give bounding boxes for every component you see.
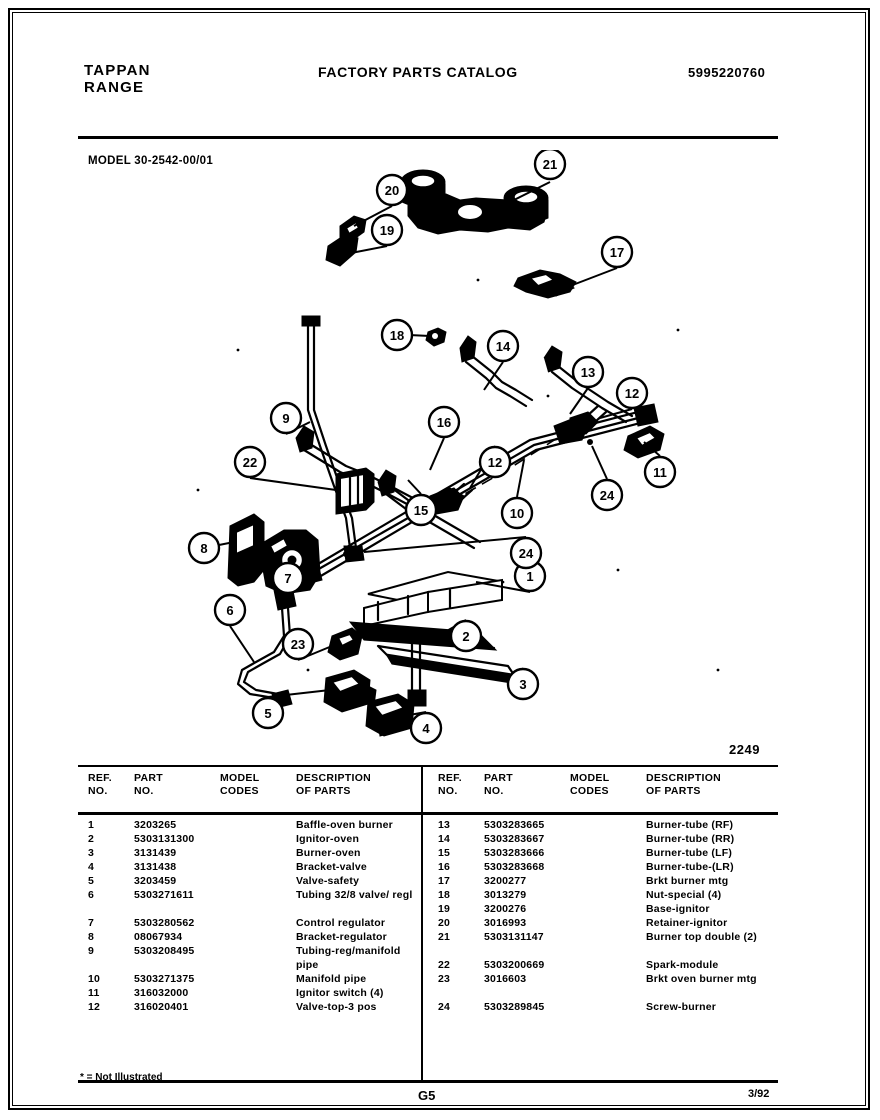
cell-description: Nut-special (4) [646,889,722,901]
callout-23[interactable] [283,629,313,659]
table-header-right [432,772,772,812]
cell-part-no: 3016993 [484,917,527,929]
table-row[interactable] [432,818,772,832]
callout-label-24: 24 [599,488,615,503]
callout-label-18: 18 [389,328,405,343]
callout-label-16: 16 [436,415,452,430]
callout-label-11: 11 [653,465,667,480]
callout-5[interactable] [253,698,283,728]
table-row[interactable] [82,860,422,874]
cell-description: Burner top double (2) [646,931,757,943]
cell-ref-no: 23 [438,973,451,985]
callout-11[interactable] [645,457,675,487]
callout-8[interactable] [189,533,219,563]
column-header-part-line2-2: NO. [484,784,504,797]
cell-part-no: 5303283666 [484,847,545,859]
brand-line-1: TAPPAN [84,62,151,79]
callout-10[interactable] [502,498,532,528]
callout-3[interactable] [508,669,538,699]
cell-ref-no: 4 [88,861,95,873]
parts-table-right [432,772,772,1078]
cell-description: Tubing 32/8 valve/ regl [296,889,413,901]
cell-ref-no: 16 [438,861,451,873]
callout-label-2: 2 [462,629,470,644]
callout-label-7: 7 [284,571,292,586]
cell-description: Ignitor switch (4) [296,987,384,999]
cell-part-no: 5303283667 [484,833,545,845]
callout-19[interactable] [372,215,402,245]
cell-part-no: 3131439 [134,847,177,859]
callout-label-5: 5 [264,706,272,721]
column-header-description [296,772,426,797]
cell-part-no: 5303283665 [484,819,545,831]
callout-label-9: 9 [282,411,290,426]
column-header-part-no-2 [484,772,564,797]
cell-ref-no: 9 [88,945,95,957]
callout-6[interactable] [215,595,245,625]
table-row[interactable] [432,1000,772,1014]
table-row[interactable] [82,874,422,888]
cell-part-no: 3203459 [134,875,177,887]
cell-ref-no: 22 [438,959,451,971]
table-row[interactable] [432,874,772,888]
cell-ref-no: 14 [438,833,451,845]
callout-label-21: 21 [542,157,558,172]
column-header-model-line2: CODES [220,784,259,797]
cell-part-no: 5303271611 [134,889,194,901]
cell-description: Brkt oven burner mtg [646,973,757,985]
cell-part-no: 5303131300 [134,833,195,845]
cell-ref-no: 2 [88,833,95,845]
cell-description: Brkt burner mtg [646,875,729,887]
cell-description: Spark-module [646,959,719,971]
cell-description: Burner-oven [296,847,361,859]
callout-7[interactable] [273,563,303,593]
cell-description: Ignitor-oven [296,833,360,845]
cell-description: Burner-tube (LF) [646,847,733,859]
brkt-oven-burner-mtg-part [328,628,362,660]
callout-22[interactable] [235,447,265,477]
baffle-oven-burner-part [364,572,504,626]
valve-top-3-pos-left [436,484,472,510]
table-row[interactable] [432,846,772,860]
bracket-regulator-part [228,514,264,586]
column-header-model-codes [220,772,282,797]
callout-label-3: 3 [519,677,527,692]
callout-24b[interactable] [511,538,541,568]
cell-ref-no: 10 [88,973,101,985]
valve-top-3-pos-right [570,406,606,434]
table-row[interactable] [82,916,422,930]
table-row[interactable] [82,930,422,944]
callout-label-15: 15 [413,503,429,518]
screw-burner-marks [343,439,593,557]
cell-part-no: 316020401 [134,1001,189,1013]
burner-oven-part [350,622,518,684]
cell-ref-no: 18 [438,889,451,901]
brand-line-2: RANGE [84,79,145,96]
revision-date: 3/92 [748,1088,770,1100]
footnote-not-illustrated: * = Not Illustrated [80,1072,163,1083]
column-header-ref-no-2 [438,772,482,797]
cell-part-no: 3131438 [134,861,177,873]
column-header-part-line2: NO. [134,784,154,797]
table-row[interactable] [432,930,772,958]
table-bottom-rule [78,1080,778,1083]
brand-logo [84,62,151,96]
cell-ref-no: 8 [88,931,95,943]
cell-ref-no: 1 [88,819,95,831]
callout-label-4: 4 [422,721,430,736]
parts-table-left [82,772,422,1078]
table-rows-right [432,818,772,1014]
cell-description: Manifold pipe [296,973,367,985]
cell-ref-no: 7 [88,917,95,929]
callout-label-20: 20 [384,183,400,198]
column-header-description-2 [646,772,776,797]
cell-part-no: 3203265 [134,819,177,831]
table-row[interactable] [432,916,772,930]
cell-part-no: 5303289845 [484,1001,545,1013]
cell-ref-no: 6 [88,889,95,901]
cell-part-no: 3200277 [484,875,527,887]
cell-ref-no: 3 [88,847,95,859]
callout-12b[interactable] [480,447,510,477]
callout-label-12b: 12 [487,455,503,470]
base-ignitor-part [326,234,358,266]
callout-18[interactable] [382,320,412,350]
table-row[interactable] [82,888,422,916]
table-row[interactable] [82,818,422,832]
cell-part-no: 316032000 [134,987,189,999]
callout-label-24b: 24 [518,546,534,561]
column-header-model-line1: MODEL [220,772,260,784]
model-number-label: MODEL 30-2542-00/01 [88,155,214,167]
table-header-left [82,772,422,812]
header-divider [78,136,778,139]
column-header-model-line2-2: CODES [570,784,609,797]
cell-description: Tubing-reg/manifold pipe [296,945,401,971]
cell-description: Bracket-regulator [296,931,387,943]
callout-label-13: 13 [580,365,596,380]
callout-20[interactable] [377,175,407,205]
callout-label-8: 8 [200,541,208,556]
cell-part-no: 5303271375 [134,973,195,985]
nut-special-part [426,328,446,346]
table-row[interactable] [82,972,422,986]
cell-ref-no: 17 [438,875,451,887]
table-row[interactable] [82,846,422,860]
column-header-desc-line1: DESCRIPTION [296,772,372,784]
callout-label-17: 17 [609,245,625,260]
cell-ref-no: 5 [88,875,95,887]
cell-description: Control regulator [296,917,386,929]
cell-part-no: 5303131147 [484,931,544,943]
callout-14[interactable] [488,331,518,361]
table-rows-left [82,818,422,1014]
callout-13[interactable] [573,357,603,387]
cell-ref-no: 21 [438,931,451,943]
cell-part-no: 5303283668 [484,861,545,873]
callout-15[interactable] [406,495,436,525]
column-header-part-line1: PART [134,772,164,784]
cell-part-no: 5303280562 [134,917,195,929]
table-row[interactable] [82,986,422,1000]
callout-label-1: 1 [526,569,534,584]
callout-17[interactable] [602,237,632,267]
tubing-valve-regl-part [238,608,292,708]
column-header-model-codes-2 [570,772,632,797]
callout-label-19: 19 [379,223,395,238]
table-row[interactable] [432,902,772,916]
column-header-ref-line1-2: REF. [438,772,462,784]
callout-12[interactable] [617,378,647,408]
cell-part-no: 5303208495 [134,945,195,957]
cell-part-no: 3013279 [484,889,527,901]
column-header-ref-no [88,772,132,797]
cell-ref-no: 11 [88,987,100,999]
table-row[interactable] [432,832,772,846]
column-header-desc-line2-2: OF PARTS [646,784,701,797]
cell-description: Burner-tube (RF) [646,819,734,831]
callout-2[interactable] [451,621,481,651]
column-header-ref-line1: REF. [88,772,112,784]
cell-ref-no: 20 [438,917,451,929]
callout-label-12: 12 [624,386,640,401]
cell-description: Bracket-valve [296,861,367,873]
callout-16[interactable] [429,407,459,437]
cell-part-no: 5303200669 [484,959,545,971]
callout-label-14: 14 [495,339,511,354]
figure-number: 2249 [729,742,760,757]
column-header-part-no [134,772,214,797]
cell-ref-no: 12 [88,1001,101,1013]
burner-top-double-assembly [401,170,548,234]
cell-ref-no: 24 [438,1001,451,1013]
column-header-model-line1-2: MODEL [570,772,610,784]
cell-part-no: 3016603 [484,973,527,985]
cell-part-no: 08067934 [134,931,183,943]
cell-description: Valve-top-3 pos [296,1001,377,1013]
table-row[interactable] [432,958,772,972]
callout-label-22: 22 [242,455,258,470]
cell-ref-no: 19 [438,903,451,915]
cell-description: Burner-tube-(LR) [646,861,734,873]
cell-description: Valve-safety [296,875,360,887]
table-row[interactable] [432,972,772,1000]
callout-label-6: 6 [226,603,234,618]
callout-4[interactable] [411,713,441,743]
callout-21[interactable] [535,150,565,179]
cell-description: Retainer-ignitor [646,917,728,929]
brkt-burner-mtg-part [514,270,576,298]
column-header-ref-line2: NO. [88,784,108,797]
spark-module-part [336,468,374,514]
callout-24[interactable] [592,480,622,510]
callout-9[interactable] [271,403,301,433]
table-row[interactable] [82,832,422,846]
table-row[interactable] [82,1000,422,1014]
cell-description: Base-ignitor [646,903,710,915]
page-number: G5 [418,1088,436,1103]
callout-label-10: 10 [509,506,525,521]
cell-ref-no: 15 [438,847,451,859]
catalog-number: 5995220760 [688,65,766,80]
column-header-desc-line2: OF PARTS [296,784,351,797]
cell-description: Screw-burner [646,1001,717,1013]
exploded-parts-diagram [78,150,782,750]
page-title: FACTORY PARTS CATALOG [318,64,518,80]
column-header-ref-line2-2: NO. [438,784,458,797]
cell-description: Baffle-oven burner [296,819,393,831]
cell-ref-no: 13 [438,819,451,831]
cell-description: Burner-tube (RR) [646,833,735,845]
table-top-rule [78,765,778,767]
table-row[interactable] [82,944,422,972]
column-header-desc-line1-2: DESCRIPTION [646,772,722,784]
cell-part-no: 3200276 [484,903,527,915]
table-row[interactable] [432,888,772,902]
callout-label-23: 23 [290,637,306,652]
column-header-part-line1-2: PART [484,772,514,784]
table-row[interactable] [432,860,772,874]
